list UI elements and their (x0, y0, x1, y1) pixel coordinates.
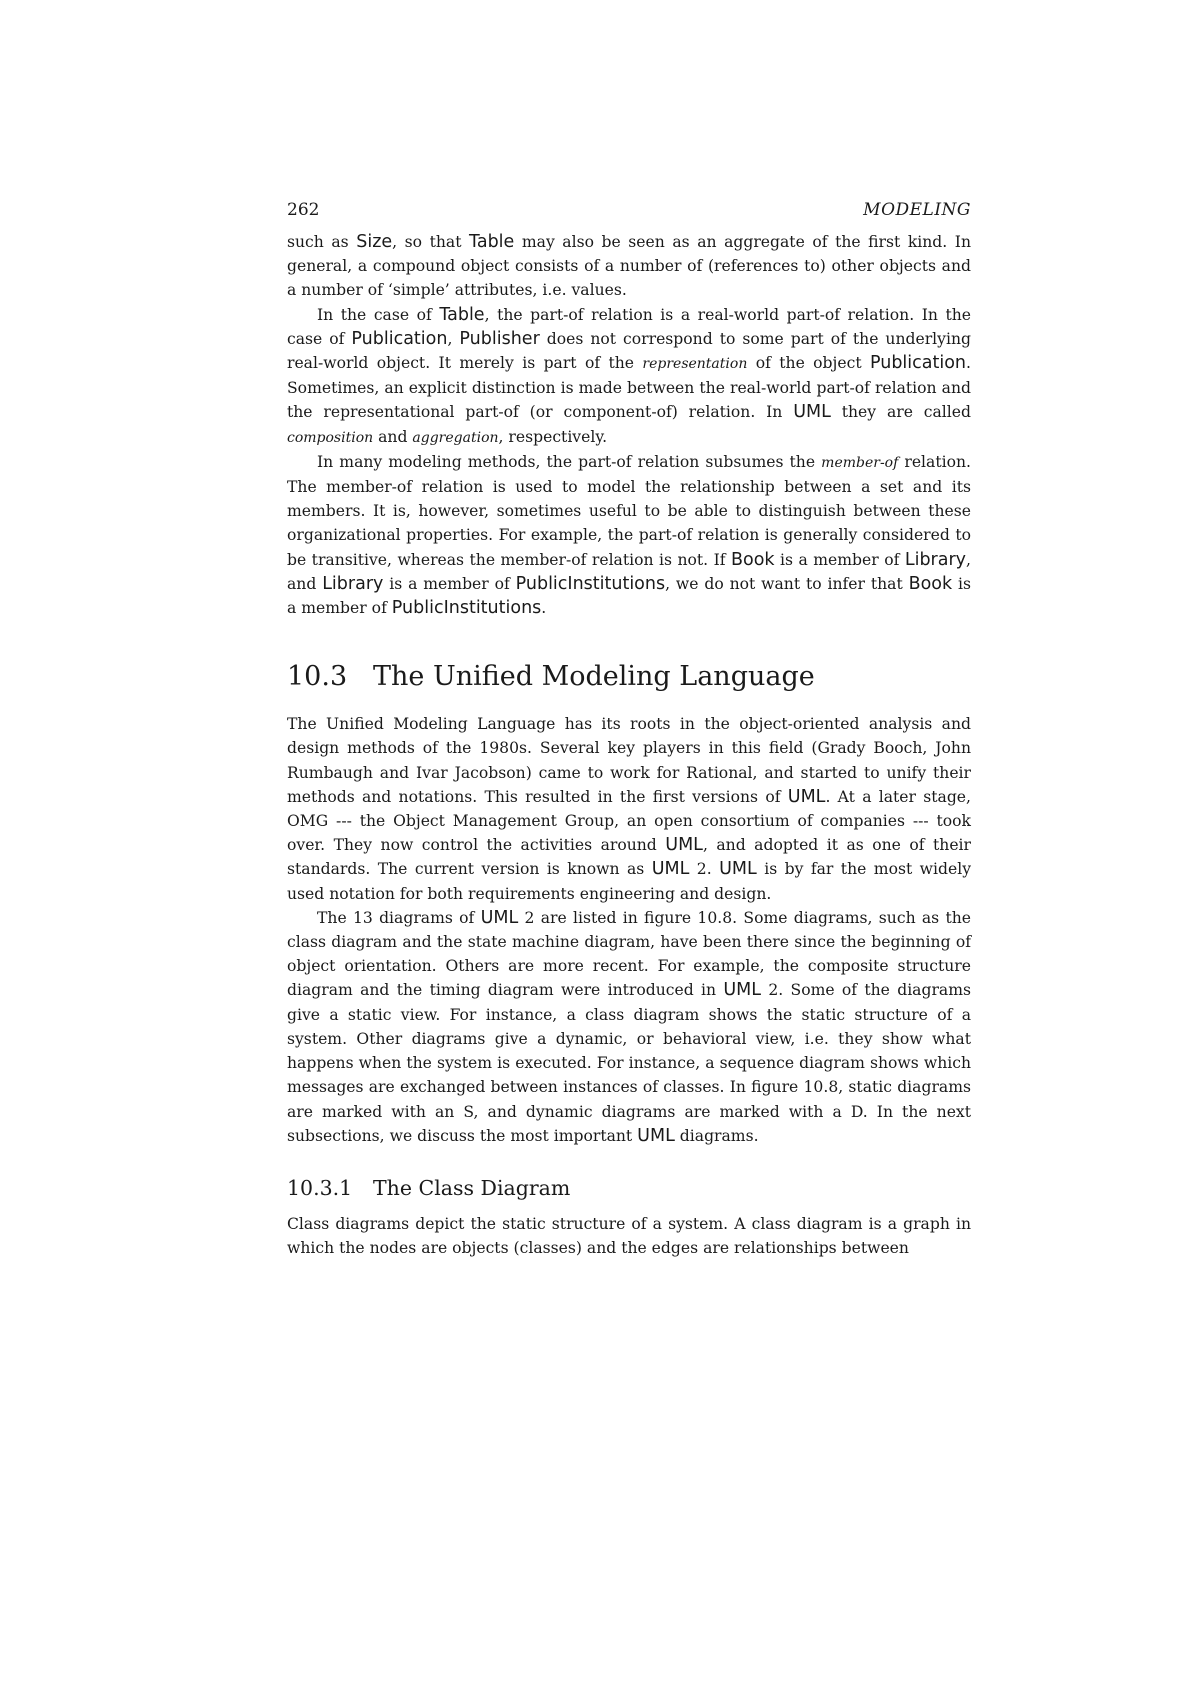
code-term: UML (787, 786, 826, 807)
code-term: UML (719, 859, 757, 880)
code-term: PublicInstitutions (515, 573, 666, 594)
section-number: 10.3 (287, 661, 348, 693)
code-term: Table (439, 304, 485, 325)
subsection-heading (287, 1174, 971, 1202)
subsection-title: The Class Diagram (373, 1175, 571, 1200)
code-term: UML (793, 402, 831, 423)
book-page (287, 200, 971, 1260)
code-term: Library (904, 549, 967, 570)
code-term: Publisher (459, 328, 540, 349)
code-term: UML (651, 859, 690, 880)
emphasis-term: representation (642, 356, 748, 373)
section-title: The Unified Modeling Language (373, 661, 815, 693)
code-term: Book (731, 549, 775, 570)
code-term: Publication (351, 328, 448, 349)
paragraph-aggregate: such as Size, so that Table may also be seen as an aggregate of the first kind. In general, a compound object consists of a number of (references to) other objects and a number of ‘simple’ attributes, i.e. values. (287, 232, 971, 300)
code-term: Library (322, 573, 384, 594)
code-term: UML (723, 980, 762, 1001)
chapter-title: MODELING (863, 200, 971, 220)
code-term: Book (908, 573, 953, 594)
paragraph-uml-history: The Unified Modeling Language has its roots in the object-oriented analysis and design methods of the 1980s. Several key players in this field (Grady Booch, John Rumbaugh and Ivar Jacobson) came to work for Rational, and started to unify their methods and notations. This resulted in the first versions of UML. At a later stage, OMG --- the Object Management Group, an open consortium of companies --- took over. They now control the activities around UML, and adopted it as one of their standards. The current version is known as UML 2. UML is by far the most widely used notation for both requirements engineering and design. (287, 715, 971, 903)
running-head (287, 200, 971, 230)
code-term: Table (469, 232, 515, 252)
page-number: 262 (287, 200, 320, 220)
paragraph-uml-diagrams: The 13 diagrams of UML 2 are listed in figure 10.8. Some diagrams, such as the class diagram and the state machine diagram, have been there since the beginning of object orientation. Others are more recent. For example, the composite structure diagram and the timing diagram were introduced in UML 2. Some of the diagrams give a static view. For instance, a class diagram shows the static structure of a system. Other diagrams give a dynamic, or behavioral view, i.e. they show what happens when the system is executed. For instance, a sequence diagram shows which messages are exchanged between instances of classes. In figure 10.8, static diagrams are marked with an S, and dynamic diagrams are marked with a D. In the next subsections, we discuss the most important UML diagrams. (287, 907, 972, 1146)
emphasis-term: composition (287, 429, 374, 446)
code-term: UML (665, 835, 703, 856)
code-term: Publication (869, 353, 967, 374)
emphasis-term: aggregation (412, 429, 499, 446)
section-heading (287, 660, 971, 694)
paragraph-member-of: In many modeling methods, the part-of relation subsumes the member-of relation. The member-of relation is used to model the relationship between a set and its members. It is, however, sometimes useful to be able to distinguish between these organizational properties. For example, the part-of relation is generally considered to be transitive, whereas the member-of relation is not. If Book is a member of Library, and Library is a member of PublicInstitutions, we do not want to infer that Book is a member of PublicInstitutions. (287, 452, 971, 619)
code-term: Size (356, 232, 393, 252)
code-term: PublicInstitutions (391, 598, 542, 619)
paragraph-part-of: In the case of Table, the part-of relation is a real-world part-of relation. In the case of Publication, Publisher does not correspond to some part of the underlying real-world object. It merely is part of the representation of the object Publication. Sometimes, an explicit distinction is made between the real-world part-of relation and the representational part-of (or component-of) relation. In UML they are called composition and aggregation, respectively. (287, 304, 971, 446)
subsection-number: 10.3.1 (287, 1175, 353, 1200)
emphasis-term: member-of (821, 454, 899, 471)
code-term: UML (637, 1125, 675, 1146)
code-term: UML (480, 907, 519, 928)
paragraph-class-diagram: Class diagrams depict the static structure of a system. A class diagram is a graph in which the nodes are objects (classes) and the edges are relationships between (287, 1214, 971, 1258)
